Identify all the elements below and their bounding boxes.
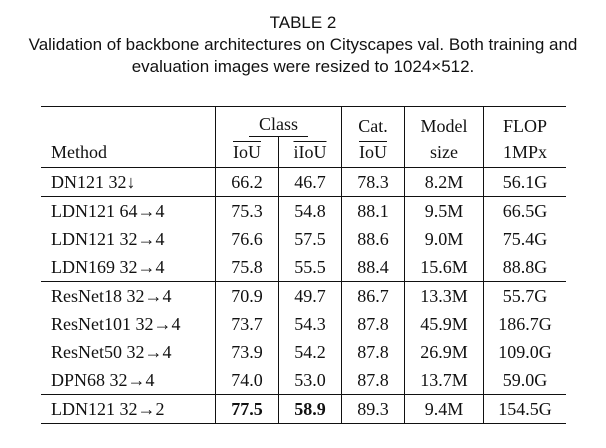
- header-cat: Cat.: [342, 107, 405, 138]
- cell-iiou: 46.7: [279, 168, 342, 197]
- results-table: [41, 106, 566, 424]
- cell-flop: 154.5G: [484, 395, 567, 424]
- cell-iiou: 54.8: [279, 197, 342, 226]
- cell-flop: 75.4G: [484, 225, 567, 253]
- cell-flop: 109.0G: [484, 338, 567, 366]
- table-label: TABLE 2: [269, 13, 337, 32]
- cell-size: 15.6M: [405, 253, 484, 282]
- cell-cat-iou: 89.3: [342, 395, 405, 424]
- cell-method: ResNet18 32→4: [51, 285, 172, 306]
- cell-iiou: 58.9: [279, 395, 342, 424]
- table-row: [41, 197, 566, 226]
- cell-iou: 77.5: [216, 395, 279, 424]
- cell-method: DPN68 32→4: [51, 369, 155, 390]
- header-flop: FLOP: [484, 107, 567, 138]
- cell-iou: 66.2: [216, 168, 279, 197]
- cell-flop: 66.5G: [484, 197, 567, 226]
- cell-iou: 75.3: [216, 197, 279, 226]
- cell-flop: 88.8G: [484, 253, 567, 282]
- table-row: [41, 168, 566, 197]
- cell-iou: 73.9: [216, 338, 279, 366]
- cell-flop: 56.1G: [484, 168, 567, 197]
- cell-size: 26.9M: [405, 338, 484, 366]
- header-iou: $\overline{IoU}$: [216, 137, 279, 168]
- cell-iiou: 49.7: [279, 282, 342, 311]
- cell-cat-iou: 88.4: [342, 253, 405, 282]
- cell-method: LDN121 32→2: [51, 398, 165, 419]
- header-class: Class: [216, 107, 342, 138]
- cell-cat-iou: 88.1: [342, 197, 405, 226]
- cell-method: ResNet101 32→4: [51, 313, 181, 334]
- table-row: [41, 310, 566, 338]
- cell-method: LDN169 32→4: [51, 256, 165, 277]
- cell-iou: 75.8: [216, 253, 279, 282]
- cell-cat-iou: 87.8: [342, 310, 405, 338]
- header-iiou: iIoU: [279, 137, 342, 168]
- cell-size: 9.5M: [405, 197, 484, 226]
- caption-text: Validation of backbone architectures on Cityscapes val. Both training and evaluation images were resized to 1024×512.: [28, 35, 578, 76]
- cell-size: 45.9M: [405, 310, 484, 338]
- table-row: [41, 225, 566, 253]
- table-row: [41, 395, 566, 424]
- header-row-columns: [41, 137, 566, 168]
- cell-cat-iou: 87.8: [342, 338, 405, 366]
- table-row: [41, 253, 566, 282]
- cell-method: ResNet50 32→4: [51, 341, 172, 362]
- cell-iiou: 53.0: [279, 366, 342, 395]
- cell-method: LDN121 64→4: [51, 200, 165, 221]
- cell-iiou: 54.2: [279, 338, 342, 366]
- table-row: [41, 282, 566, 311]
- cell-cat-iou: 78.3: [342, 168, 405, 197]
- header-cat-iou: $\overline{IoU}$: [342, 137, 405, 168]
- header-method: Method: [41, 137, 216, 168]
- cell-flop: 55.7G: [484, 282, 567, 311]
- cell-size: 13.3M: [405, 282, 484, 311]
- cell-size: 8.2M: [405, 168, 484, 197]
- cell-iiou: 55.5: [279, 253, 342, 282]
- cell-flop: 59.0G: [484, 366, 567, 395]
- cell-iou: 70.9: [216, 282, 279, 311]
- cell-iou: 74.0: [216, 366, 279, 395]
- table-caption: [0, 12, 606, 78]
- cell-size: 9.4M: [405, 395, 484, 424]
- cell-size: 13.7M: [405, 366, 484, 395]
- cell-iiou: 57.5: [279, 225, 342, 253]
- cell-iou: 76.6: [216, 225, 279, 253]
- header-mpx: 1MPx: [484, 137, 567, 168]
- header-model: Model: [405, 107, 484, 138]
- cell-method: DN121 32↓: [51, 171, 136, 192]
- cell-flop: 186.7G: [484, 310, 567, 338]
- cell-cat-iou: 86.7: [342, 282, 405, 311]
- table-row: [41, 366, 566, 395]
- cell-method: LDN121 32→4: [51, 228, 165, 249]
- cell-cat-iou: 88.6: [342, 225, 405, 253]
- header-row-groups: [41, 107, 566, 138]
- cell-cat-iou: 87.8: [342, 366, 405, 395]
- cell-size: 9.0M: [405, 225, 484, 253]
- cell-iou: 73.7: [216, 310, 279, 338]
- cell-iiou: 54.3: [279, 310, 342, 338]
- header-size: size: [405, 137, 484, 168]
- table-row: [41, 338, 566, 366]
